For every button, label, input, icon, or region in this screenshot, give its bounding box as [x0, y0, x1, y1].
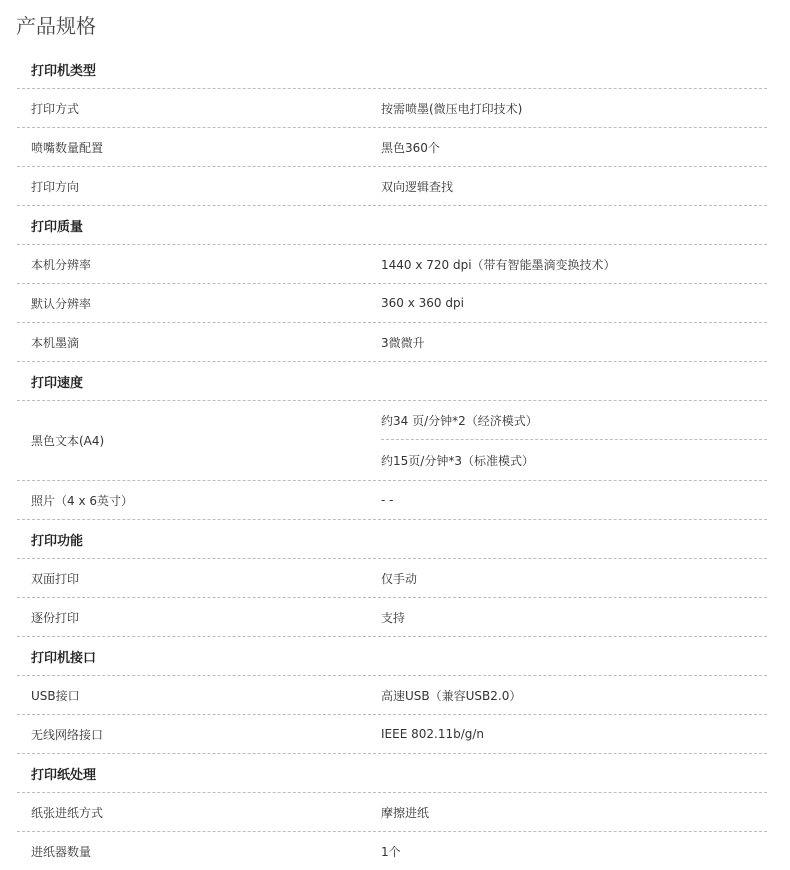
spec-values [381, 323, 767, 361]
spec-label: 本机分辨率 [31, 257, 92, 272]
section-header [17, 754, 767, 793]
spec-label: 默认分辨率 [31, 296, 92, 311]
spec-values [381, 598, 767, 636]
spec-values [381, 89, 767, 127]
spec-row [17, 323, 767, 362]
spec-values [381, 284, 767, 322]
spec-row [17, 481, 767, 520]
spec-label: 无线网络接口 [31, 727, 104, 742]
spec-value: 1440 x 720 dpi（带有智能墨滴变换技术） [381, 257, 616, 272]
section-title: 打印功能 [31, 533, 84, 549]
spec-values [381, 245, 767, 283]
spec-label: 打印方向 [31, 179, 80, 194]
spec-row [17, 715, 767, 754]
section-title: 打印纸处理 [31, 767, 97, 783]
spec-value: 360 x 360 dpi [381, 296, 464, 310]
spec-label: 黑色文本(A4) [31, 434, 105, 448]
spec-row [17, 676, 767, 715]
spec-value: 高速USB（兼容USB2.0） [381, 688, 522, 703]
spec-value: 黑色360个 [381, 140, 440, 155]
spec-value: - - [381, 493, 394, 507]
section-title: 打印质量 [31, 219, 84, 235]
spec-row [17, 245, 767, 284]
spec-row [17, 128, 767, 167]
section-title: 打印速度 [31, 375, 84, 391]
spec-values [381, 793, 767, 831]
spec-label: 本机墨滴 [31, 335, 80, 350]
spec-value: IEEE 802.11b/g/n [381, 727, 485, 741]
spec-value: 1个 [381, 844, 401, 859]
section-header [17, 520, 767, 559]
spec-values [381, 559, 767, 597]
spec-row [17, 598, 767, 637]
spec-row [17, 89, 767, 128]
spec-label: 打印方式 [31, 101, 80, 116]
spec-values [381, 167, 767, 205]
section-title: 打印机接口 [31, 650, 97, 666]
spec-row [17, 793, 767, 832]
spec-values [381, 128, 767, 166]
spec-row [17, 559, 767, 598]
spec-label: 喷嘴数量配置 [31, 140, 104, 155]
spec-values [381, 401, 767, 480]
spec-value: 3微微升 [381, 335, 425, 350]
spec-values [381, 832, 767, 870]
spec-value: 仅手动 [381, 571, 418, 586]
spec-label: 进纸器数量 [31, 844, 92, 859]
spec-row [17, 167, 767, 206]
spec-row [17, 284, 767, 323]
section-title: 打印机类型 [31, 63, 97, 79]
spec-value: 约34 页/分钟*2（经济模式） [381, 413, 538, 428]
spec-label: USB接口 [31, 688, 80, 703]
spec-values [381, 481, 767, 519]
spec-label: 双面打印 [31, 571, 80, 586]
spec-value: 约15页/分钟*3（标准模式） [381, 439, 767, 480]
spec-label: 纸张进纸方式 [31, 805, 104, 820]
spec-table [17, 50, 767, 870]
section-header [17, 362, 767, 401]
spec-row [17, 401, 767, 481]
section-header [17, 206, 767, 245]
section-header [17, 50, 767, 89]
spec-row [17, 832, 767, 870]
spec-values [381, 715, 767, 753]
section-header [17, 637, 767, 676]
spec-label: 逐份打印 [31, 610, 80, 625]
spec-value: 双向逻辑查找 [381, 179, 454, 194]
spec-label: 照片（4 x 6英寸） [31, 493, 134, 508]
spec-value: 支持 [381, 610, 406, 625]
page-title: 产品规格 [16, 14, 96, 38]
spec-values [381, 676, 767, 714]
spec-value: 摩擦进纸 [381, 805, 430, 820]
spec-value: 按需喷墨(微压电打印技术) [381, 101, 523, 116]
